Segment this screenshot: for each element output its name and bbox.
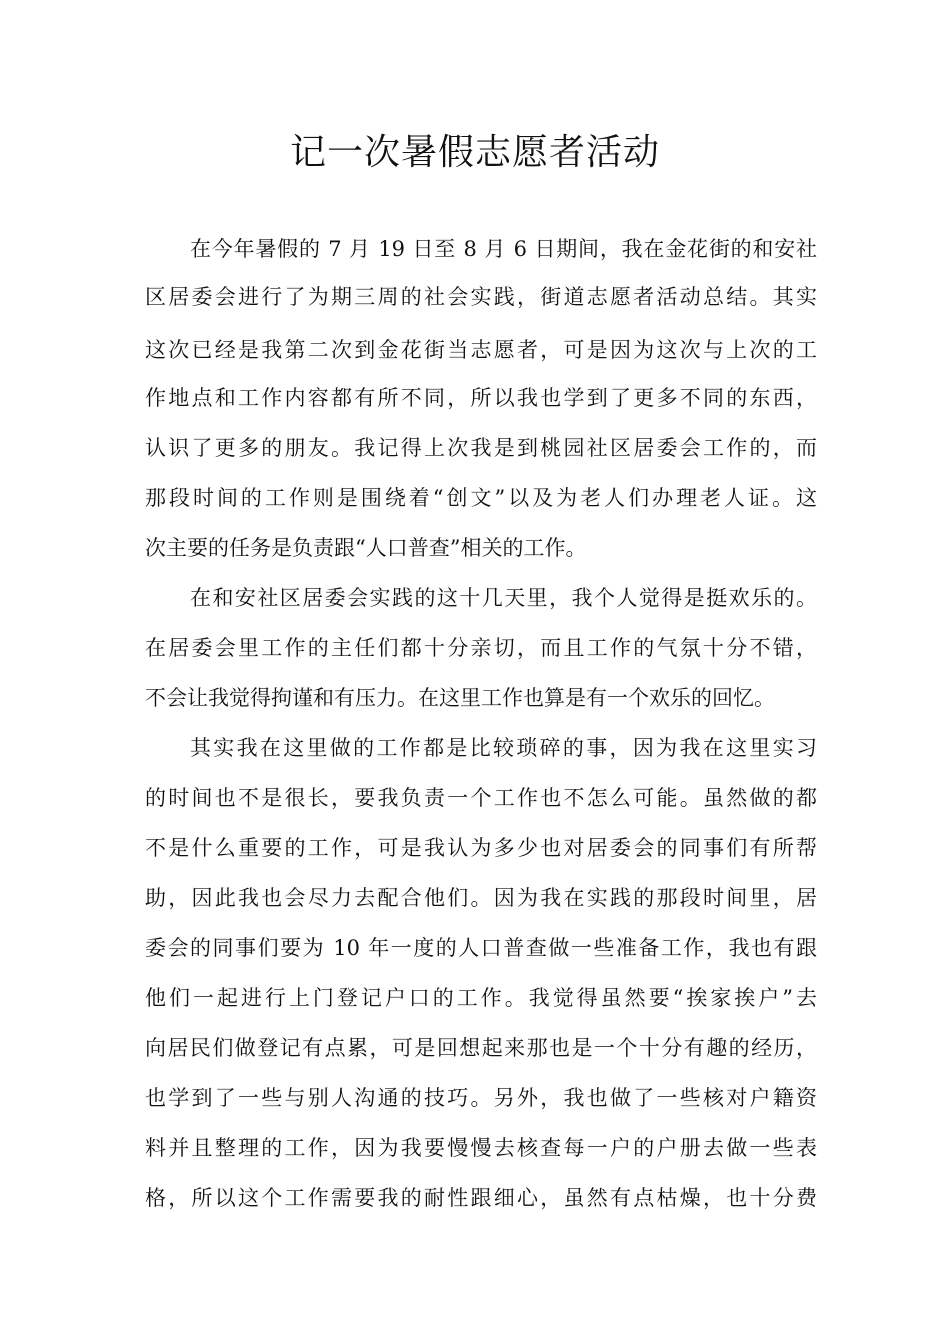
paragraph-1-line-6: 那段时间的工作则是围绕着“创文”以及为老人们办理老人证。这 xyxy=(145,486,817,510)
paragraph-3-line-2: 的时间也不是很长，要我负责一个工作也不怎么可能。虽然做的都 xyxy=(145,786,817,810)
paragraph-1-line-2: 区居委会进行了为期三周的社会实践，街道志愿者活动总结。其实 xyxy=(145,285,817,309)
paragraph-3-line-7: 向居民们做登记有点累，可是回想起来那也是一个十分有趣的经历， xyxy=(145,1036,817,1060)
paragraph-3-line-4: 助，因此我也会尽力去配合他们。因为我在实践的那段时间里，居 xyxy=(145,886,817,910)
paragraph-2-line-2: 在居委会里工作的主任们都十分亲切，而且工作的气氛十分不错， xyxy=(145,636,817,660)
paragraph-3-line-3: 不是什么重要的工作，可是我认为多少也对居委会的同事们有所帮 xyxy=(145,836,817,860)
paragraph-1-line-4: 作地点和工作内容都有所不同，所以我也学到了更多不同的东西， xyxy=(145,386,817,410)
paragraph-3-line-5: 委会的同事们要为 10 年一度的人口普查做一些准备工作，我也有跟 xyxy=(145,936,817,960)
paragraph-2-line-3: 不会让我觉得拘谨和有压力。在这里工作也算是有一个欢乐的回忆。 xyxy=(145,686,775,710)
paragraph-3-line-1: 其实我在这里做的工作都是比较琐碎的事，因为我在这里实习 xyxy=(190,736,817,760)
paragraph-1-line-7: 次主要的任务是负责跟“人口普查”相关的工作。 xyxy=(145,536,587,560)
paragraph-3-line-6: 他们一起进行上门登记户口的工作。我觉得虽然要“挨家挨户”去 xyxy=(145,986,817,1010)
paragraph-3-line-8: 也学到了一些与别人沟通的技巧。另外，我也做了一些核对户籍资 xyxy=(145,1086,817,1110)
paragraph-1-line-5: 认识了更多的朋友。我记得上次我是到桃园社区居委会工作的，而 xyxy=(145,436,817,460)
document-title: 记一次暑假志愿者活动 xyxy=(289,132,660,173)
paragraph-1-line-1: 在今年暑假的 7 月 19 日至 8 月 6 日期间，我在金花街的和安社 xyxy=(190,237,817,261)
paragraph-2-line-1: 在和安社区居委会实践的这十几天里，我个人觉得是挺欢乐的。 xyxy=(190,586,817,610)
paragraph-3-line-9: 料并且整理的工作，因为我要慢慢去核查每一户的户册去做一些表 xyxy=(145,1136,817,1160)
paragraph-1-line-3: 这次已经是我第二次到金花街当志愿者，可是因为这次与上次的工 xyxy=(145,338,817,362)
paragraph-3-line-10: 格，所以这个工作需要我的耐性跟细心，虽然有点枯燥，也十分费 xyxy=(145,1186,817,1210)
